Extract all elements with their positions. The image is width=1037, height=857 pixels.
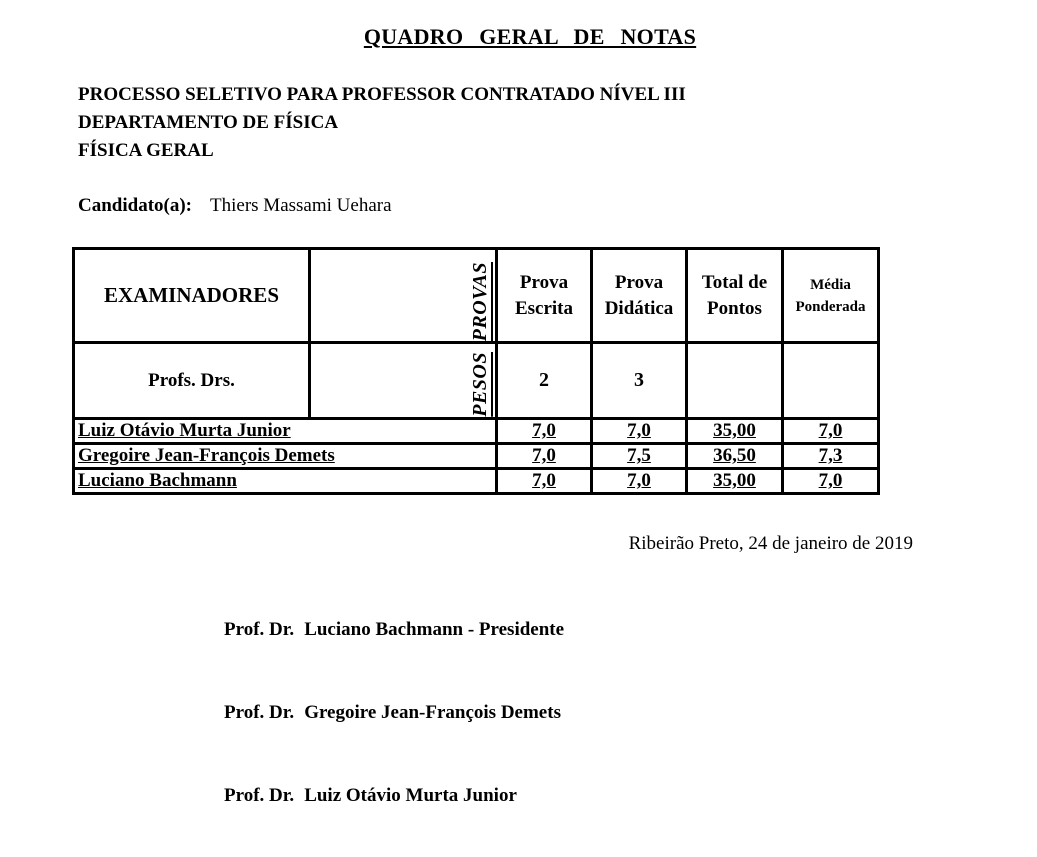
weight-didatica: 3 xyxy=(592,343,687,419)
table-row xyxy=(74,469,879,494)
weight-escrita: 2 xyxy=(497,343,592,419)
grade-didatica: 7,0 xyxy=(592,419,687,444)
examiner-name: Luciano Bachmann xyxy=(74,469,497,494)
grade-didatica: 7,5 xyxy=(592,444,687,469)
area-heading: FÍSICA GERAL xyxy=(78,140,214,161)
signature-prefix: Prof. Dr. xyxy=(224,702,295,723)
weight-media xyxy=(783,343,879,419)
table-header-row xyxy=(74,249,879,343)
examiners-header: EXAMINADORES xyxy=(74,249,310,343)
table-row xyxy=(74,444,879,469)
grade-escrita: 7,0 xyxy=(497,444,592,469)
col-media-ponderada: Média Ponderada xyxy=(783,249,879,343)
grade-escrita: 7,0 xyxy=(497,469,592,494)
candidate-line xyxy=(78,195,392,217)
candidate-label: Candidato(a): xyxy=(78,195,193,216)
process-heading: PROCESSO SELETIVO PARA PROFESSOR CONTRATADO NÍVEL III xyxy=(78,84,686,105)
examiner-name: Gregoire Jean-François Demets xyxy=(74,444,497,469)
provas-label: PROVAS xyxy=(469,261,491,341)
total-points: 35,00 xyxy=(687,469,783,494)
signature-examiner xyxy=(224,785,517,807)
candidate-name: Thiers Massami Uehara xyxy=(210,195,392,216)
weights-row xyxy=(74,343,879,419)
pesos-label: PESOS xyxy=(469,352,491,417)
page-title: QUADRO GERAL DE NOTAS xyxy=(363,24,697,49)
profs-label: Profs. Drs. xyxy=(74,343,310,419)
department-heading: DEPARTAMENTO DE FÍSICA xyxy=(78,112,339,133)
total-points: 36,50 xyxy=(687,444,783,469)
grade-didatica: 7,0 xyxy=(592,469,687,494)
signature-name: Luciano Bachmann - Presidente xyxy=(304,619,565,640)
table-row xyxy=(74,419,879,444)
signature-president xyxy=(224,619,564,641)
signature-name: Gregoire Jean-François Demets xyxy=(304,702,561,723)
signature-name: Luiz Otávio Murta Junior xyxy=(304,785,517,806)
signature-prefix: Prof. Dr. xyxy=(224,785,295,806)
total-points: 35,00 xyxy=(687,419,783,444)
weight-total xyxy=(687,343,783,419)
pesos-cell xyxy=(310,343,497,419)
provas-cell xyxy=(310,249,497,343)
col-prova-escrita: Prova Escrita xyxy=(497,249,592,343)
signature-examiner xyxy=(224,702,561,724)
examiner-name: Luiz Otávio Murta Junior xyxy=(74,419,497,444)
col-total-pontos: Total de Pontos xyxy=(687,249,783,343)
grades-table xyxy=(72,247,880,495)
col-prova-didatica: Prova Didática xyxy=(592,249,687,343)
weighted-average: 7,0 xyxy=(783,469,879,494)
weighted-average: 7,3 xyxy=(783,444,879,469)
weighted-average: 7,0 xyxy=(783,419,879,444)
place-date: Ribeirão Preto, 24 de janeiro de 2019 xyxy=(628,533,913,554)
grade-escrita: 7,0 xyxy=(497,419,592,444)
signature-prefix: Prof. Dr. xyxy=(224,619,295,640)
